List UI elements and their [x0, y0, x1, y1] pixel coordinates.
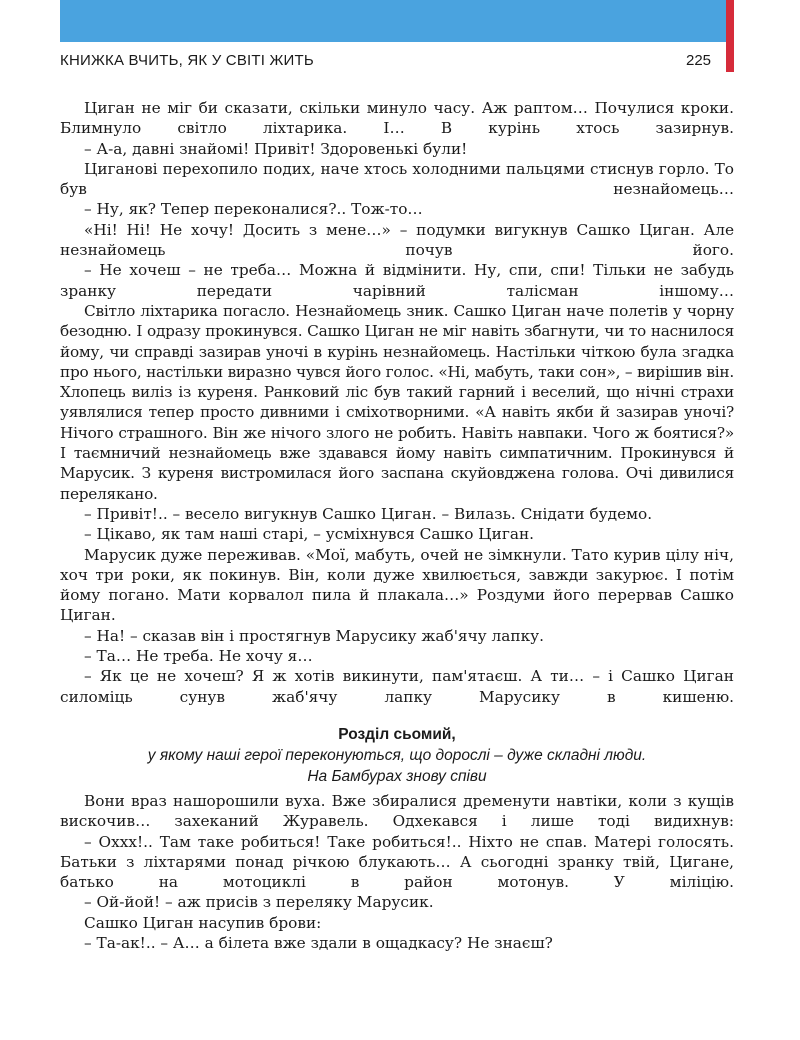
paragraph: – Оххх!.. Там таке робиться! Таке робиться!.. Ніхто не спав. Матері голосять. Батьки з ліхтарями понад річкою блукають… А сьогодні зранку твій, Цигане, батько на мотоциклі в район мотонув. У міліцію.	[60, 832, 734, 892]
paragraph: – Не хочеш – не треба… Можна й відмінити. Ну, спи, спи! Тільки не забудь зранку передати чарівний талісман іншому…	[60, 261, 734, 300]
body-text	[60, 98, 734, 953]
chapter-heading	[60, 724, 734, 787]
paragraph: Марусик дуже переживав. «Мої, мабуть, очей не зімкнули. Тато курив цілу ніч, хоч три роки, як покинув. Він, коли дуже хвилюється, завжди закурює. І потім йому погано. Мати корвалол пила й плакала…» Роздуми його перервав Сашко Циган.	[60, 545, 734, 625]
page-number: 225	[686, 52, 712, 69]
paragraph: Сашко Циган насупив брови:	[84, 913, 322, 932]
paragraph: – Ой-йой! – аж присів з переляку Марусик.	[84, 893, 434, 912]
paragraph: Циганові перехопило подих, наче хтось холодними пальцями стиснув горло. То був незнайомець…	[60, 159, 734, 199]
header-color-band	[60, 0, 726, 42]
paragraph: – Та… Не треба. Не хочу я…	[84, 647, 313, 666]
paragraph: – Ну, як? Тепер переконалися?.. Тож-то…	[84, 200, 423, 219]
chapter-title: Розділ сьомий,	[338, 725, 456, 743]
chapter-subtitle: На Бамбурах знову співи	[307, 767, 487, 785]
header-accent-strip	[726, 0, 734, 72]
paragraph: «Ні! Ні! Не хочу! Досить з мене…» – подумки вигукнув Сашко Циган. Але незнайомець почув його.	[60, 220, 734, 260]
chapter-subtitle: у якому наші герої переконуються, що дорослі – дуже складні люди.	[147, 746, 647, 764]
paragraph: – Цікаво, як там наші старі, – усміхнувся Сашко Циган.	[84, 525, 535, 544]
paragraph: Вони враз нашорошили вуха. Вже збиралися дременути навтіки, коли з кущів вискочив… захеканий Журавель. Одхекався і лише тоді видихнув:	[60, 791, 734, 831]
paragraph: Циган не міг би сказати, скільки минуло часу. Аж раптом… Почулися кроки. Блимнуло світло ліхтарика. І… В курінь хтось зазирнув.	[60, 99, 734, 138]
paragraph: – Як це не хочеш? Я ж хотів викинути, пам'ятаєш. А ти… – і Сашко Циган силоміць сунув жаб'ячу лапку Марусику в кишеню.	[60, 667, 734, 706]
paragraph: – А-а, давні знайомі! Привіт! Здоровенькі були!	[84, 139, 468, 158]
paragraph: – Привіт!.. – весело вигукнув Сашко Циган. – Вилазь. Снідати будемо.	[84, 504, 653, 523]
paragraph: – На! – сказав він і простягнув Марусику жаб'ячу лапку.	[84, 626, 545, 645]
running-head: КНИЖКА ВЧИТЬ, ЯК У СВІТІ ЖИТЬ	[60, 52, 314, 69]
paragraph: – Та-ак!.. – А… а білета вже здали в ощадкасу? Не знаєш?	[84, 933, 553, 952]
paragraph: Світло ліхтарика погасло. Незнайомець зник. Сашко Циган наче полетів у чорну безодню. І одразу прокинувся. Сашко Циган не міг навіть збагнути, чи то наснилося йому, чи справді зазирав уночі в курінь незнайомець. Настільки чіткою була згадка про нього, настільки виразно чувся його голос. «Ні, мабуть, таки сон», – вирішив він. Хлопець виліз із куреня. Ранковий ліс був такий гарний і веселий, що нічні страхи уявлялися тепер просто дивними і сміхотворними. «А навіть якби й зазирав уночі? Нічого страшного. Він же нічого злого не робить. Навіть навпаки. Чого ж боятися?» І таємничий незнайомець вже здавався йому навіть симпатичним. Прокинувся й Марусик. З куреня вистромилася його заспана скуйовджена голова. Очі дивилися перелякано.	[60, 301, 734, 503]
